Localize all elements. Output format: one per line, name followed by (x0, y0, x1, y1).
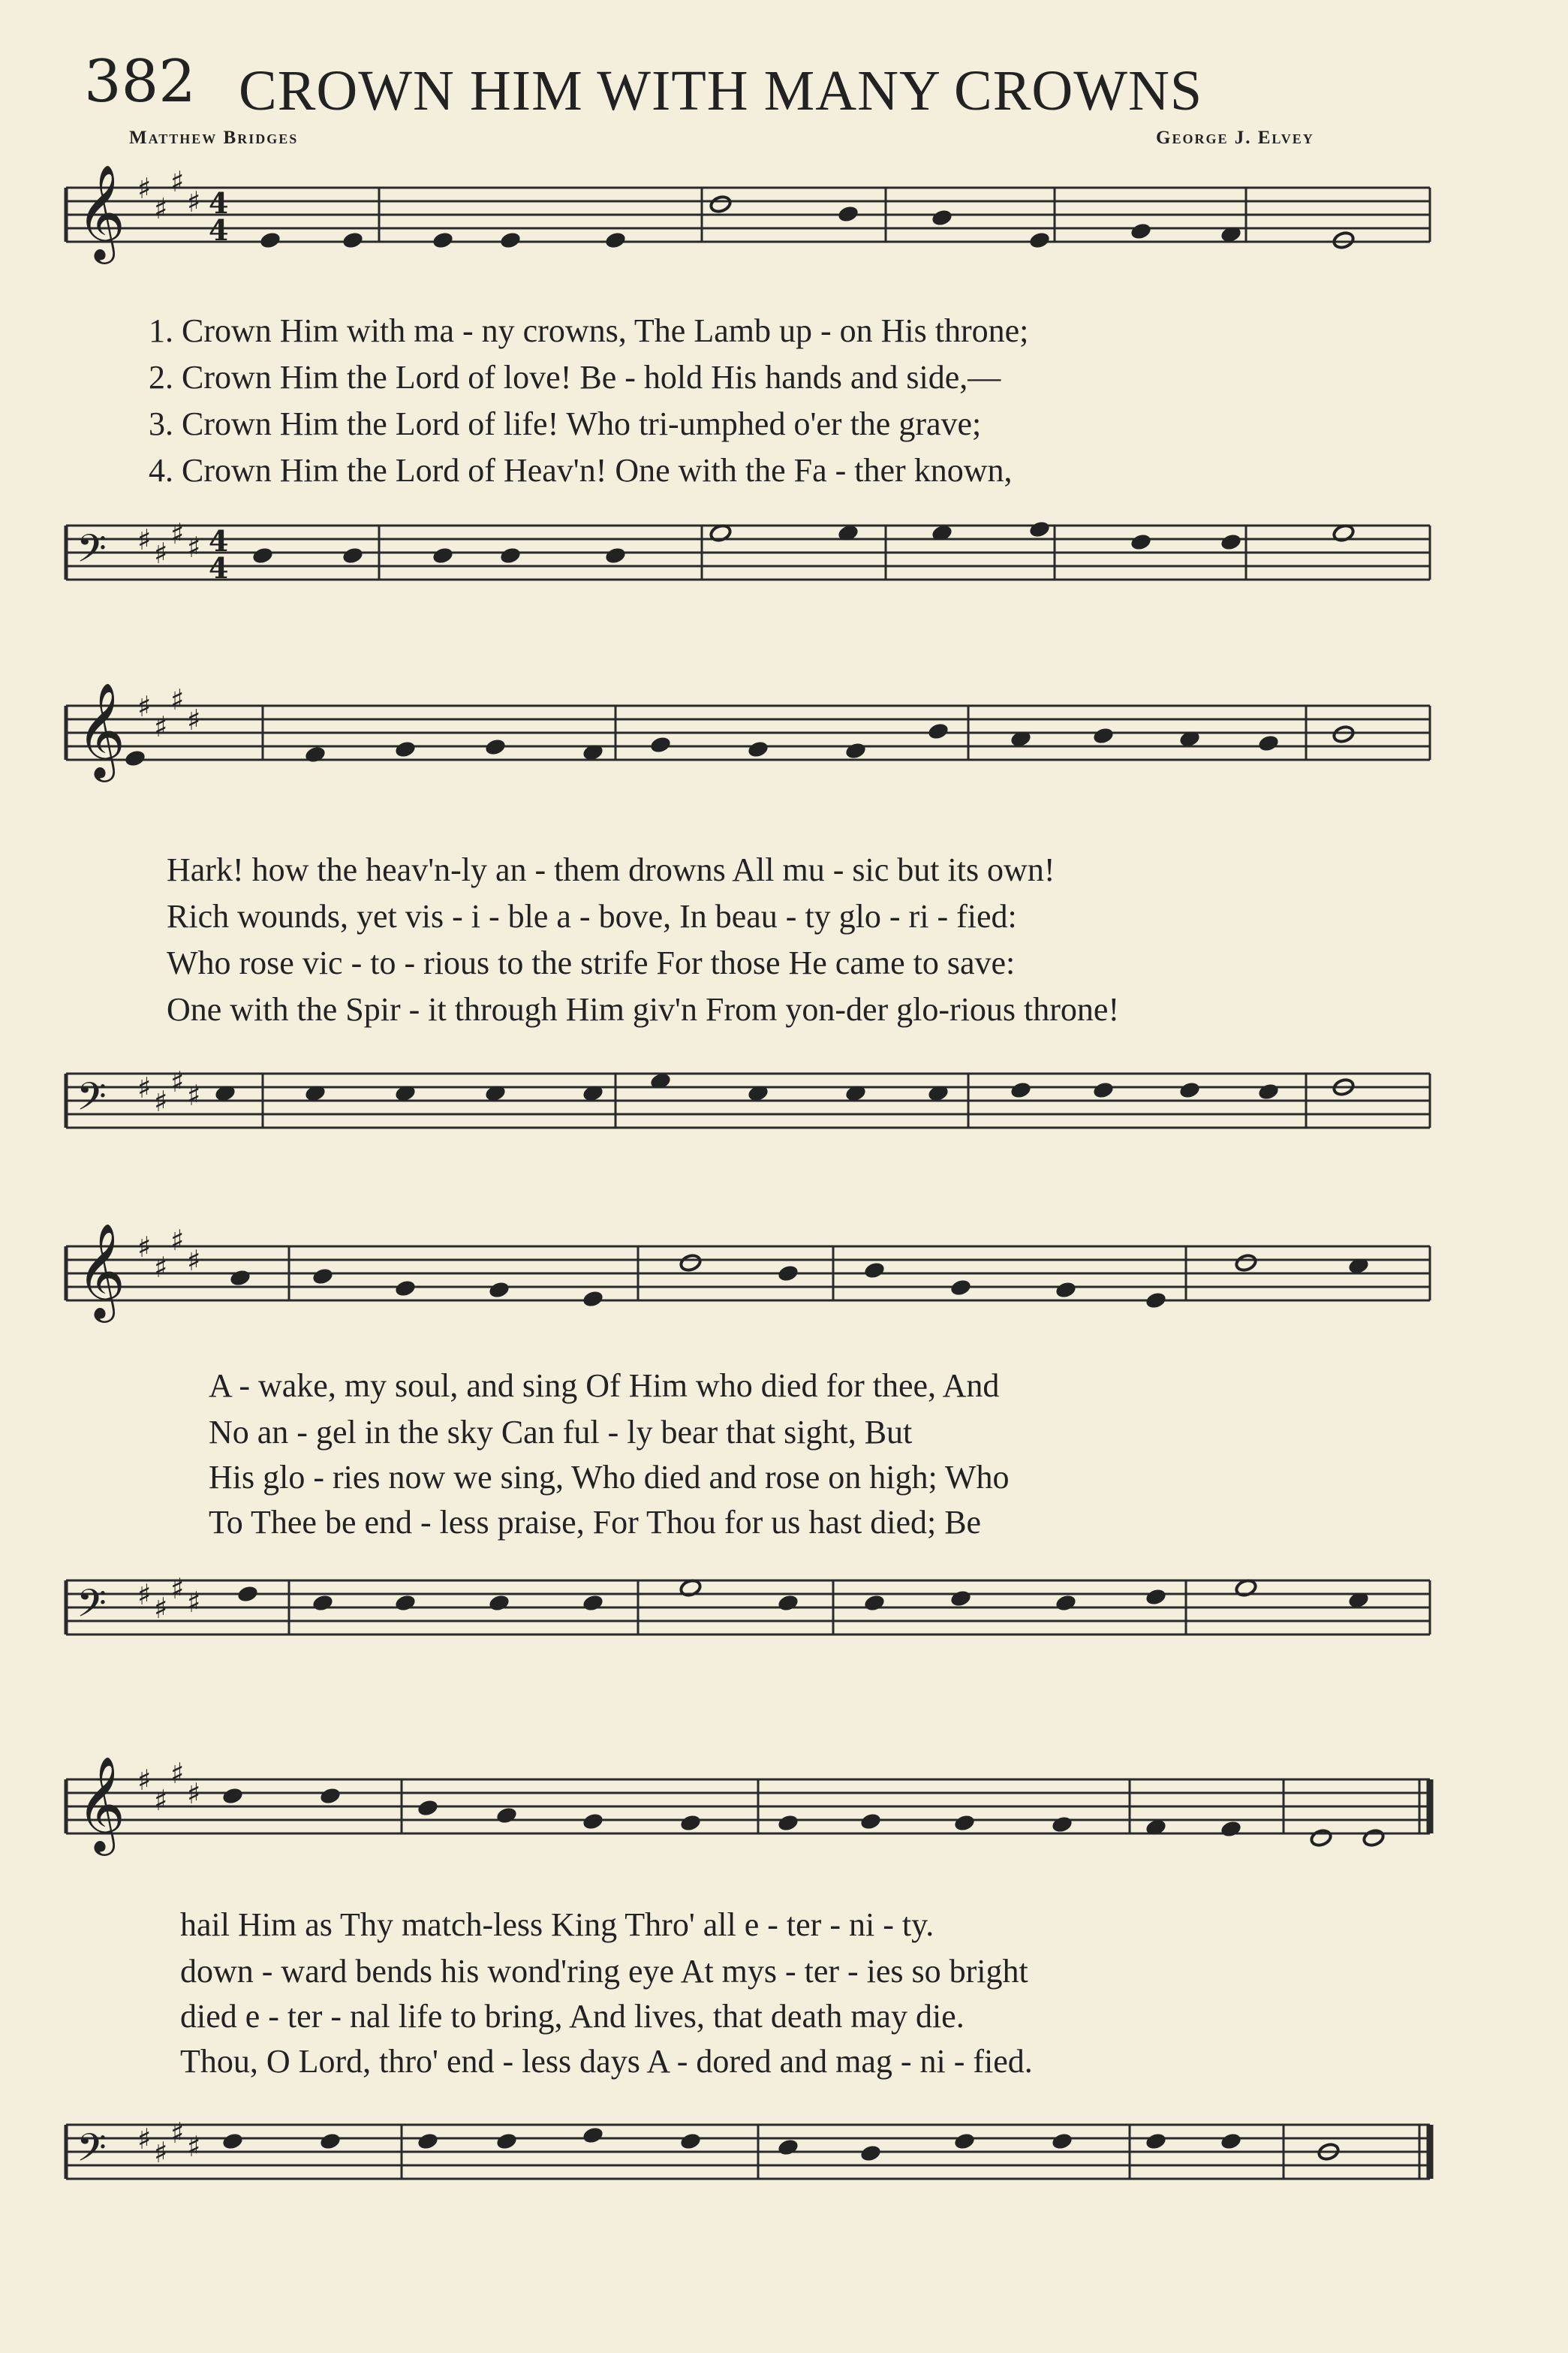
system-1-verse-4 (0, 451, 1568, 496)
system-1-bass-staff (0, 496, 1568, 646)
system-2-verse-2 (0, 897, 1568, 942)
svg-text:𝄞: 𝄞 (77, 1755, 126, 1851)
system-3-verse-2 (0, 1413, 1568, 1458)
svg-text:♯: ♯ (137, 523, 152, 556)
system-2-verse-1 (0, 851, 1568, 896)
svg-text:♯: ♯ (187, 1777, 201, 1810)
svg-text:♯: ♯ (170, 517, 185, 550)
svg-text:♯: ♯ (154, 1784, 168, 1817)
svg-text:𝄢: 𝄢 (77, 1580, 107, 1635)
svg-text:♯: ♯ (187, 1079, 201, 1112)
svg-text:♯: ♯ (170, 1065, 185, 1098)
system-4-bass-staff (0, 2087, 1568, 2245)
lyric-line: 3. Crown Him the Lord of life! Who tri-umphed o'er the grave; (149, 405, 982, 442)
svg-text:♯: ♯ (187, 185, 201, 218)
lyric-line: hail Him as Thy match-less King Thro' all e - ter - ni - ty. (180, 1906, 934, 1943)
system-4-verse-4 (0, 2042, 1568, 2087)
lyric-line: No an - gel in the sky Can ful - ly bear that sight, But (209, 1414, 913, 1451)
svg-text:4: 4 (209, 551, 229, 585)
svg-text:4: 4 (209, 524, 229, 558)
music-credit: George J. Elvey (1156, 128, 1314, 148)
system-3-bass-staff (0, 1543, 1568, 1693)
svg-text:♯: ♯ (170, 1224, 185, 1257)
svg-text:♯: ♯ (187, 703, 201, 737)
svg-text:♯: ♯ (170, 1757, 185, 1790)
hymn-number: 382 (84, 48, 196, 116)
hymn-title: CROWN HIM WITH MANY CROWNS (239, 59, 1203, 122)
svg-text:♯: ♯ (137, 2123, 152, 2156)
system-4-verse-3 (0, 1997, 1568, 2042)
svg-text:♯: ♯ (170, 1572, 185, 1605)
svg-text:♯: ♯ (187, 1586, 201, 1619)
svg-text:♯: ♯ (137, 1764, 152, 1797)
system-2-bass-staff (0, 1036, 1568, 1186)
svg-text:♯: ♯ (137, 1071, 152, 1104)
system-4-verse-2 (0, 1952, 1568, 1997)
lyric-line: 4. Crown Him the Lord of Heav'n! One with the Fa - ther known, (149, 452, 1013, 489)
svg-text:♯: ♯ (154, 2136, 168, 2169)
svg-text:♯: ♯ (170, 165, 185, 198)
svg-text:♯: ♯ (187, 2130, 201, 2163)
lyric-line: 2. Crown Him the Lord of love! Be - hold His hands and side,— (149, 359, 1001, 396)
lyric-line: died e - ter - nal life to bring, And lives, that death may die. (180, 1998, 965, 2035)
lyric-line: Rich wounds, yet vis - i - ble a - bove, In beau - ty glo - ri - fied: (167, 898, 1017, 935)
svg-text:♯: ♯ (137, 690, 152, 723)
svg-text:♯: ♯ (170, 2116, 185, 2150)
svg-text:♯: ♯ (154, 537, 168, 570)
system-3-treble-staff (0, 1209, 1568, 1359)
system-3-verse-1 (0, 1366, 1568, 1411)
svg-text:4: 4 (209, 186, 229, 220)
lyric-line: One with the Spir - it through Him giv'n From yon-der glo-rious throne! (167, 991, 1120, 1028)
svg-text:𝄞: 𝄞 (77, 682, 126, 778)
svg-text:4: 4 (209, 213, 229, 247)
system-2-verse-3 (0, 944, 1568, 989)
svg-text:𝄢: 𝄢 (77, 2125, 107, 2180)
system-4-verse-1 (0, 1906, 1568, 1951)
lyric-line: Thou, O Lord, thro' end - less days A - dored and mag - ni - fied. (180, 2043, 1033, 2080)
lyric-line: His glo - ries now we sing, Who died and rose on high; Who (209, 1459, 1010, 1496)
svg-text:♯: ♯ (170, 683, 185, 716)
svg-text:♯: ♯ (187, 531, 201, 564)
lyric-line: Hark! how the heav'n-ly an - them drowns All mu - sic but its own! (167, 851, 1055, 888)
system-1-treble-staff (0, 158, 1568, 308)
system-3-verse-4 (0, 1503, 1568, 1548)
svg-text:♯: ♯ (154, 710, 168, 743)
svg-text:♯: ♯ (154, 1592, 168, 1625)
svg-text:𝄞: 𝄞 (77, 1222, 126, 1318)
system-3-verse-3 (0, 1458, 1568, 1503)
svg-text:♯: ♯ (154, 1085, 168, 1118)
svg-text:♯: ♯ (137, 172, 152, 205)
lyric-line: Who rose vic - to - rious to the strife For those He came to save: (167, 945, 1016, 981)
svg-text:𝄞: 𝄞 (77, 164, 126, 260)
lyric-line: A - wake, my soul, and sing Of Him who died for thee, And (209, 1367, 1000, 1404)
words-credit: Matthew Bridges (129, 128, 299, 148)
system-2-verse-4 (0, 990, 1568, 1035)
lyric-line: down - ward bends his wond'ring eye At mys - ter - ies so bright (180, 1953, 1028, 1990)
svg-text:♯: ♯ (154, 1251, 168, 1284)
svg-text:𝄢: 𝄢 (77, 1074, 107, 1128)
system-1-verse-3 (0, 405, 1568, 450)
system-4-treble-staff (0, 1742, 1568, 1900)
lyric-line: To Thee be end - less praise, For Thou for us hast died; Be (209, 1504, 982, 1541)
svg-text:♯: ♯ (154, 192, 168, 225)
svg-text:♯: ♯ (137, 1578, 152, 1611)
system-1-verse-2 (0, 358, 1568, 403)
svg-text:𝄢: 𝄢 (77, 526, 107, 580)
svg-text:♯: ♯ (187, 1244, 201, 1277)
system-2-treble-staff (0, 668, 1568, 833)
lyric-line: 1. Crown Him with ma - ny crowns, The Lamb up - on His throne; (149, 312, 1029, 349)
svg-text:♯: ♯ (137, 1231, 152, 1264)
system-1-verse-1 (0, 312, 1568, 357)
